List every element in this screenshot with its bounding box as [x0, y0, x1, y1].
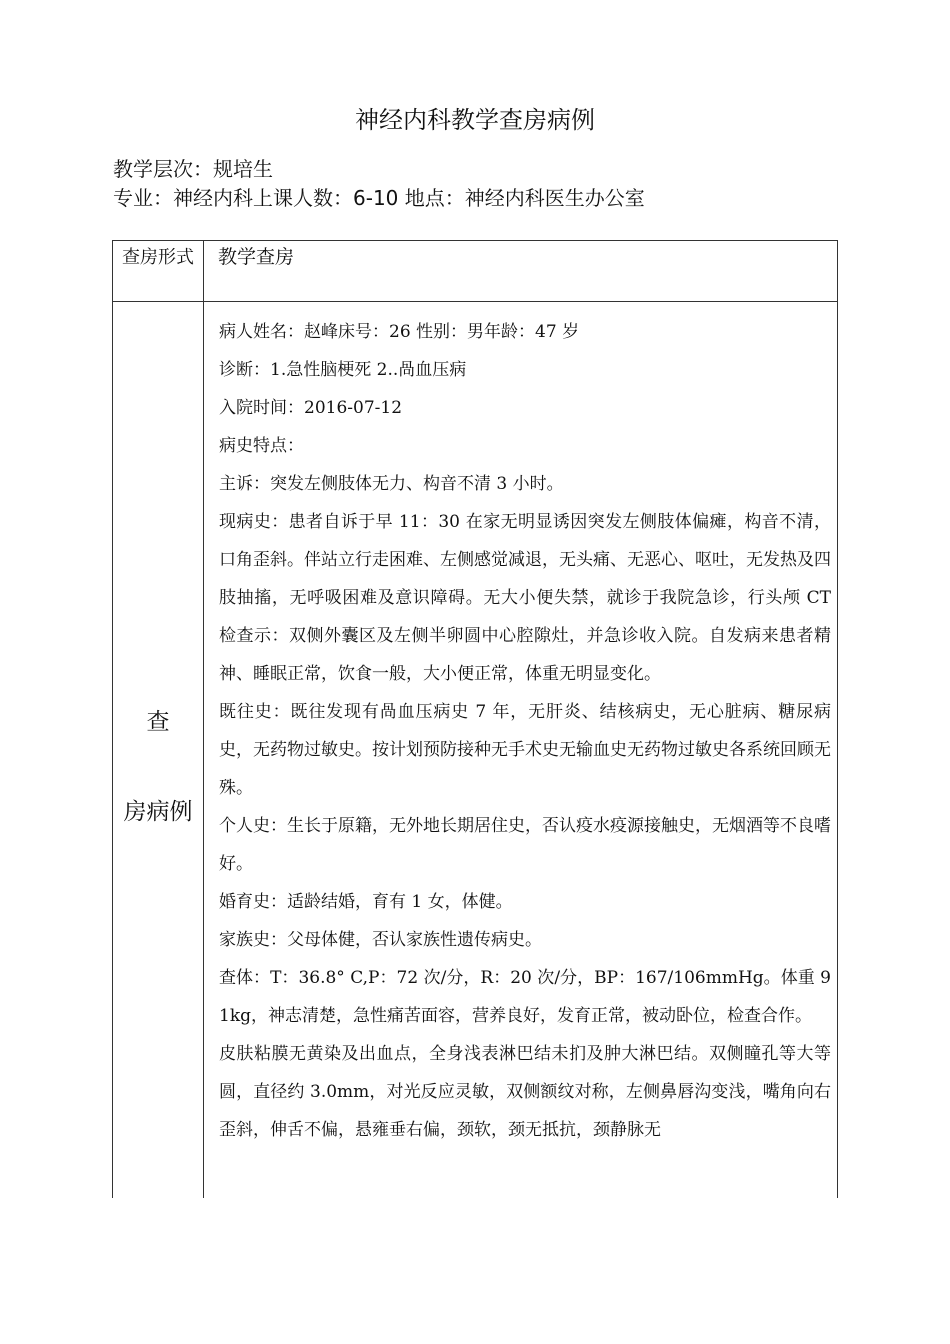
form-value-cell: 教学查房: [218, 246, 295, 268]
case-label-bottom: 房病例: [123, 799, 193, 825]
personal-history-paragraph: 个人史：生长于原籍，无外地长期居住史，否认疫水疫源接触史，无烟酒等不良嗜好。: [219, 816, 831, 874]
document-title: 神经内科教学查房病例: [355, 106, 595, 134]
marital-history-paragraph: 婚育史：适龄结婚，育有 1 女，体健。: [219, 892, 513, 912]
form-row: [113, 241, 837, 302]
case-table: [112, 240, 838, 1198]
patient-info-paragraph: 病人姓名：赵峰床号：26 性别：男年龄：47 岁: [219, 322, 580, 342]
admission-date-paragraph: 入院时间：2016-07-12: [219, 398, 403, 418]
diagnosis-paragraph: 诊断：1.急性脑梗死 2..咼血压病: [219, 360, 467, 380]
chief-complaint-paragraph: 主诉：突发左侧肢体无力、构音不清 3 小时。: [219, 474, 564, 494]
case-content: [219, 313, 831, 1149]
skin-exam-paragraph: 皮肤粘膜无黄染及出血点，全身浅表淋巴结未扪及肿大淋巴结。双侧瞳孔等大等圆，直径约 3.0mm，对光反应灵敏，双侧额纹对称，左侧鼻唇沟变浅，嘴角向右歪斜，伸舌不偏，悬雍垂右偏，颈软，颈无抵抗，颈静脉无: [219, 1044, 831, 1140]
present-illness-paragraph: 现病史：患者自诉于早 11：30 在家无明显诱因突发左侧肢体偏瘫，构音不清，口角歪斜。伴站立行走困难、左侧感觉减退，无头痛、无恶心、呕吐，无发热及四肢抽搐，无呼吸困难及意识障碍。无大小便失禁，就诊于我院急诊，行头颅 CT 检查示：双侧外囊区及左侧半卵圆中心腔隙灶，并急诊收入院。自发病来患者精神、睡眠正常，饮食一般，大小便正常，体重无明显变化。: [219, 512, 831, 684]
physical-exam-paragraph: 查体：T：36.8° C,P：72 次/分，R：20 次/分，BP：167/106mmHg。体重 91kg，神志清楚，急性痛苦面容，营养良好，发育正常，被动卧位，检查合作。: [219, 968, 831, 1026]
course-info-line: 专业：神经内科上课人数：6-10 地点：神经内科医生办公室: [113, 186, 645, 210]
form-label-cell: 查房形式: [122, 247, 194, 268]
case-label-top: 查: [146, 709, 170, 735]
column-divider: [203, 241, 204, 1198]
teaching-level-line: 教学层次：规培生: [113, 157, 273, 181]
past-history-paragraph: 既往史：既往发现有咼血压病史 7 年，无肝炎、结核病史，无心脏病、糖尿病史，无药物过敏史。按计划预防接种无手术史无输血史无药物过敏史各系统回顾无殊。: [219, 702, 831, 798]
family-history-paragraph: 家族史：父母体健，否认家族性遗传病史。: [219, 930, 542, 950]
history-heading-paragraph: 病史特点：: [219, 436, 304, 456]
